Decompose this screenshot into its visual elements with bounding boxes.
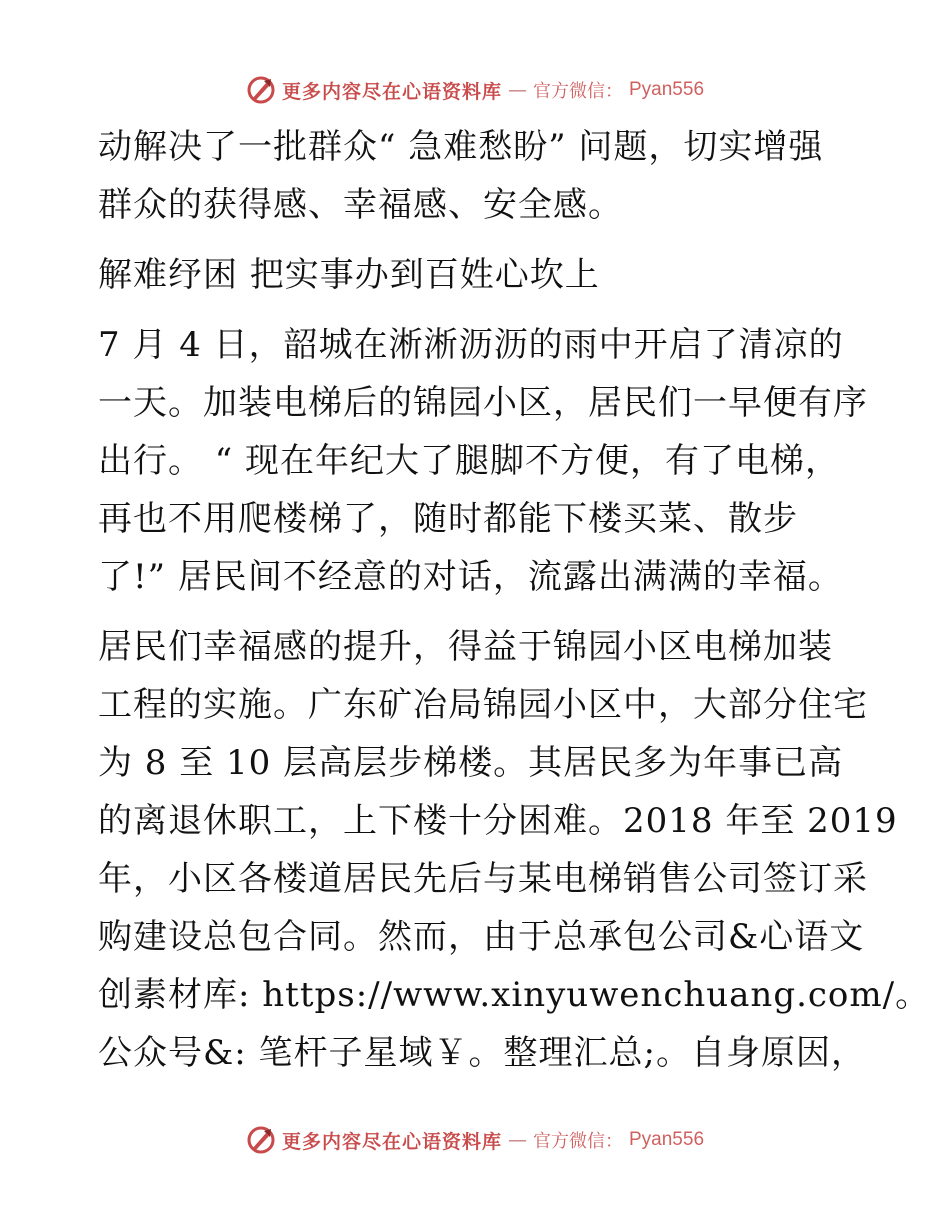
watermark-wechat-handle: Pyan556 [629, 1129, 705, 1150]
text-line: 创素材库: https://www.xinyuwenchuang.com/。 [98, 975, 931, 1015]
text-line: 群众的获得感、幸福感、安全感。 [98, 185, 623, 225]
watermark-dash: — [508, 1129, 527, 1151]
quill-circle-icon [246, 75, 276, 105]
paragraph-3 [98, 316, 868, 606]
section-heading [98, 246, 858, 304]
text-line: 工程的实施。广东矿冶局锦园小区中，大部分住宅 [98, 685, 868, 725]
text-line: 出行。 “ 现在年纪大了腿脚不方便，有了电梯， [98, 441, 840, 481]
text-line: 购建设总包合同。然而，由于总承包公司&心语文 [98, 917, 865, 957]
paragraph-1 [98, 118, 858, 234]
watermark-dash: — [508, 79, 527, 101]
text-line: 公众号&: 笔杆子星域￥。整理汇总;。自身原因， [98, 1033, 866, 1073]
text-line: 解难纾困 把实事办到百姓心坎上 [98, 255, 600, 295]
text-line: 为 8 至 10 层高层步梯楼。其居民多为年事已高 [98, 743, 844, 783]
footer-watermark-banner [0, 1120, 950, 1160]
text-line: 一天。加装电梯后的锦园小区，居民们一早便有序 [98, 383, 868, 423]
watermark-brand-text: 更多内容尽在心语资料库 [281, 80, 502, 103]
watermark-wechat-handle: Pyan556 [629, 79, 705, 100]
watermark-wechat-label: 官方微信： [533, 81, 623, 102]
text-line: 的离退休职工，上下楼十分困难。2018 年至 2019 [98, 801, 898, 841]
text-line: 动解决了一批群众“ 急难愁盼” 问题，切实增强 [98, 127, 824, 167]
document-body [98, 118, 931, 1094]
paragraph-4 [98, 618, 931, 1082]
quill-circle-icon [246, 1125, 276, 1155]
text-line: 居民们幸福感的提升，得益于锦园小区电梯加装 [98, 627, 833, 667]
text-line: 再也不用爬楼梯了，随时都能下楼买菜、散步 [98, 499, 798, 539]
text-line: 年，小区各楼道居民先后与某电梯销售公司签订采 [98, 859, 868, 899]
header-watermark-banner [0, 70, 950, 110]
watermark-wechat-label: 官方微信： [533, 1131, 623, 1152]
text-line: 7 月 4 日，韶城在淅淅沥沥的雨中开启了清凉的 [98, 325, 844, 365]
watermark-brand-text: 更多内容尽在心语资料库 [281, 1130, 502, 1153]
text-line: 了!” 居民间不经意的对话，流露出满满的幸福。 [98, 557, 843, 597]
